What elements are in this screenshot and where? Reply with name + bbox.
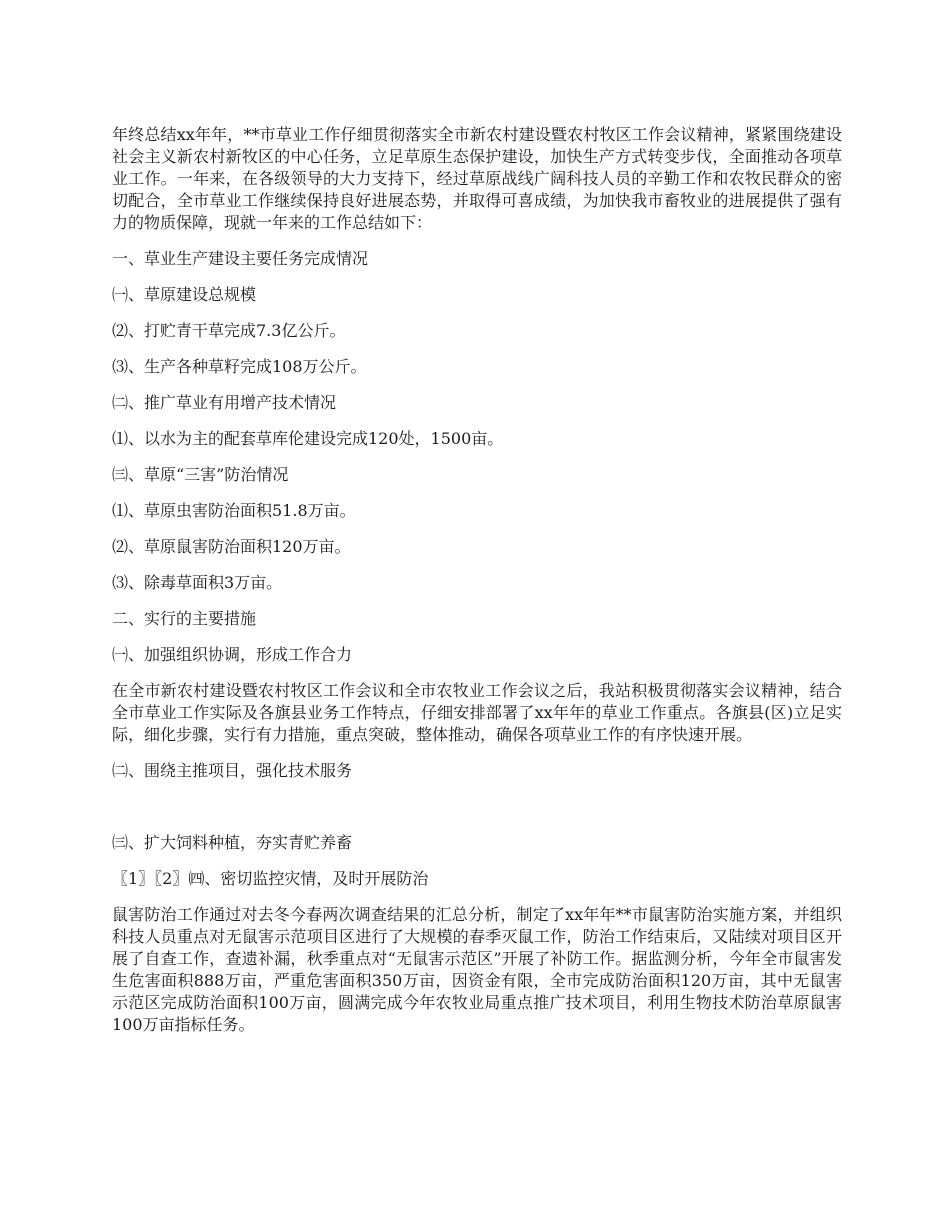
- intro-paragraph: 年终总结xx年年，**市草业工作仔细贯彻落实全市新农村建设暨农村牧区工作会议精神，紧紧围绕建设社会主义新农村新牧区的中心任务，立足草原生态保护建设，加快生产方式转变步伐，全面推动各项草业工作。一年来，在各级领导的大力支持下，经过草原战线广阔科技人员的辛勤工作和农牧民群众的密切配合，全市草业工作继续保持良好进展态势，并取得可喜成绩，为加快我市畜牧业的进展提供了强有力的物质保障，现就一年来的工作总结如下：: [112, 125, 842, 232]
- subsection-heading-technology: ㈡、推广草业有用增产技术情况: [112, 393, 337, 412]
- subsection-heading-three-pests: ㈢、草原“三害”防治情况: [112, 465, 289, 484]
- measure-heading-1: ㈠、加强组织协调，形成工作合力: [112, 645, 353, 664]
- measure-paragraph-4: 鼠害防治工作通过对去冬今春两次调查结果的汇总分析，制定了xx年年**市鼠害防治实施方案，并组织科技人员重点对无鼠害示范项目区进行了大规模的春季灭鼠工作，防治工作结束后，又陆续对项目区开展了自查工作，查遗补漏，秋季重点对“无鼠害示范区”开展了补防工作。据监测分析，今年全市鼠害发生危害面积888万亩，严重危害面积350万亩，因资金有限，全市完成防治面积120万亩，其中无鼠害示范区完成防治面积100万亩，圆满完成今年农牧业局重点推广技术项目，利用生物技术防治草原鼠害100万亩指标任务。: [112, 905, 842, 1034]
- list-item-seed: ⑶、生产各种草籽完成108万公斤。: [112, 357, 367, 376]
- measure-heading-3: ㈢、扩大饲料种植，夯实青贮养畜: [112, 833, 353, 852]
- list-item-rodent: ⑵、草原鼠害防治面积120万亩。: [112, 537, 351, 556]
- list-item-pasture: ⑴、以水为主的配套草库伦建设完成120处，1500亩。: [112, 429, 504, 448]
- list-item-insect: ⑴、草原虫害防治面积51.8万亩。: [112, 501, 356, 520]
- blank-gap: [112, 796, 842, 832]
- measure-paragraph-1: 在全市新农村建设暨农村牧区工作会议和全市农牧业工作会议之后，我站积极贯彻落实会议精神，结合全市草业工作实际及各旗县业务工作特点，仔细安排部署了xx年年的草业工作重点。各旗县(区)立足实际，细化步骤，实行有力措施，重点突破，整体推动，确保各项草业工作的有序快速开展。: [112, 681, 842, 744]
- measure-heading-4: 〖1〗〖2〗㈣、密切监控灾情，及时开展防治: [112, 869, 429, 888]
- section-heading-1: 一、草业生产建设主要任务完成情况: [112, 249, 369, 268]
- list-item-weed: ⑶、除毒草面积3万亩。: [112, 573, 283, 592]
- section-heading-2: 二、实行的主要措施: [112, 609, 257, 628]
- list-item-hay: ⑵、打贮青干草完成7.3亿公斤。: [112, 321, 346, 340]
- subsection-heading-grassland-scale: ㈠、草原建设总规模: [112, 285, 257, 304]
- document-page: [112, 124, 842, 1050]
- measure-heading-2: ㈡、围绕主推项目，强化技术服务: [112, 761, 353, 780]
